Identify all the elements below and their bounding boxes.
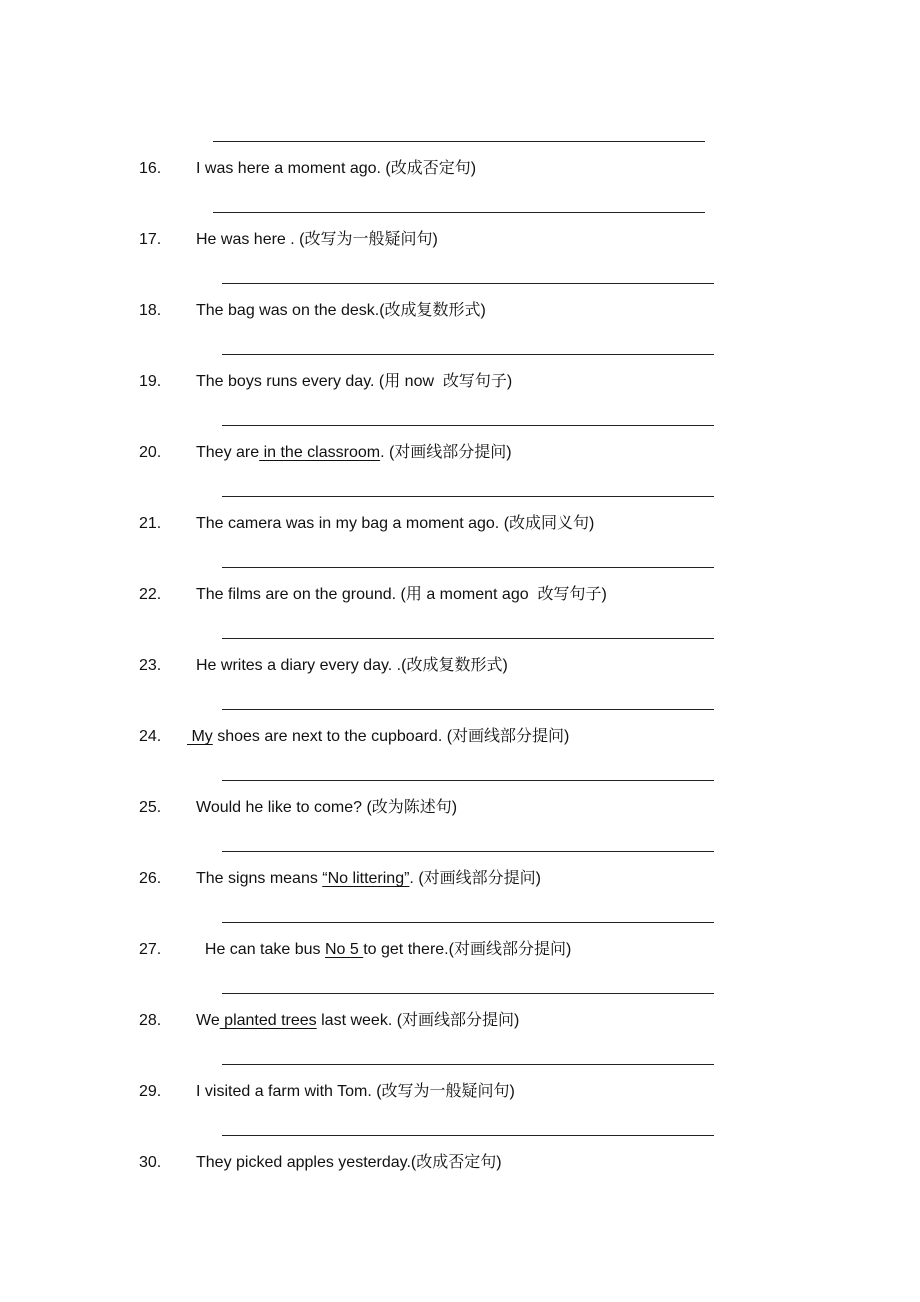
question-text-before: The signs means	[196, 870, 323, 887]
underlined-phrase: “No littering”	[322, 870, 410, 887]
answer-line	[213, 212, 705, 213]
answer-line	[222, 567, 714, 568]
underlined-phrase: No 5	[324, 941, 364, 958]
answer-line	[222, 638, 714, 639]
question-text: He was here . (改写为一般疑问句)	[196, 231, 438, 248]
answer-line	[222, 283, 714, 284]
question-text: They picked apples yesterday.(改成否定句)	[196, 1154, 502, 1171]
question-text-after: . (对画线部分提问)	[380, 444, 512, 461]
question-text: The camera was in my bag a moment ago. (改成同义句)	[196, 515, 595, 532]
answer-line	[222, 709, 714, 710]
question-text: He writes a diary every day. .(改成复数形式)	[196, 657, 508, 674]
answer-line	[222, 425, 714, 426]
underlined-phrase: My	[187, 728, 213, 745]
question-text-after: last week. (对画线部分提问)	[316, 1012, 520, 1029]
question-text	[196, 940, 571, 960]
underlined-phrase: planted trees	[219, 1012, 317, 1029]
question-text	[196, 1011, 519, 1031]
question-text: The bag was on the desk.(改成复数形式)	[196, 302, 486, 319]
answer-line	[222, 922, 714, 923]
answer-line	[222, 993, 714, 994]
answer-line	[222, 496, 714, 497]
question-number: 27.	[139, 941, 162, 958]
question-text-after: shoes are next to the cupboard. (对画线部分提问)	[212, 728, 570, 745]
question-text-before: We	[196, 1012, 220, 1029]
question-text: The films are on the ground. (用 a moment ago 改写句子)	[196, 586, 607, 603]
question-number: 17.	[139, 231, 162, 248]
question-number: 24.	[139, 728, 162, 745]
answer-line	[222, 1135, 714, 1136]
question-text-after: . (对画线部分提问)	[409, 870, 541, 887]
question-text-before: They are	[196, 444, 260, 461]
question-number: 28.	[139, 1012, 162, 1029]
answer-line	[222, 851, 714, 852]
answer-line	[222, 354, 714, 355]
question-text: Would he like to come? (改为陈述句)	[196, 799, 458, 816]
question-number: 21.	[139, 515, 162, 532]
question-text-before: He can take bus	[196, 941, 325, 958]
question-text-after: to get there.(对画线部分提问)	[363, 941, 572, 958]
question-text: I visited a farm with Tom. (改写为一般疑问句)	[196, 1083, 515, 1100]
answer-line	[222, 1064, 714, 1065]
question-number: 18.	[139, 302, 162, 319]
question-number: 19.	[139, 373, 162, 390]
question-number: 20.	[139, 444, 162, 461]
underlined-phrase: in the classroom	[259, 444, 381, 461]
answer-line	[222, 780, 714, 781]
question-number: 26.	[139, 870, 162, 887]
question-number: 22.	[139, 586, 162, 603]
question-number: 29.	[139, 1083, 162, 1100]
question-number: 16.	[139, 160, 162, 177]
question-text	[196, 869, 541, 889]
question-text	[196, 443, 512, 463]
question-text: I was here a moment ago. (改成否定句)	[196, 160, 477, 177]
question-number: 25.	[139, 799, 162, 816]
answer-line	[213, 141, 705, 142]
question-text	[187, 727, 569, 747]
question-number: 23.	[139, 657, 162, 674]
question-number: 30.	[139, 1154, 162, 1171]
question-text: The boys runs every day. (用 now 改写句子)	[196, 373, 513, 390]
